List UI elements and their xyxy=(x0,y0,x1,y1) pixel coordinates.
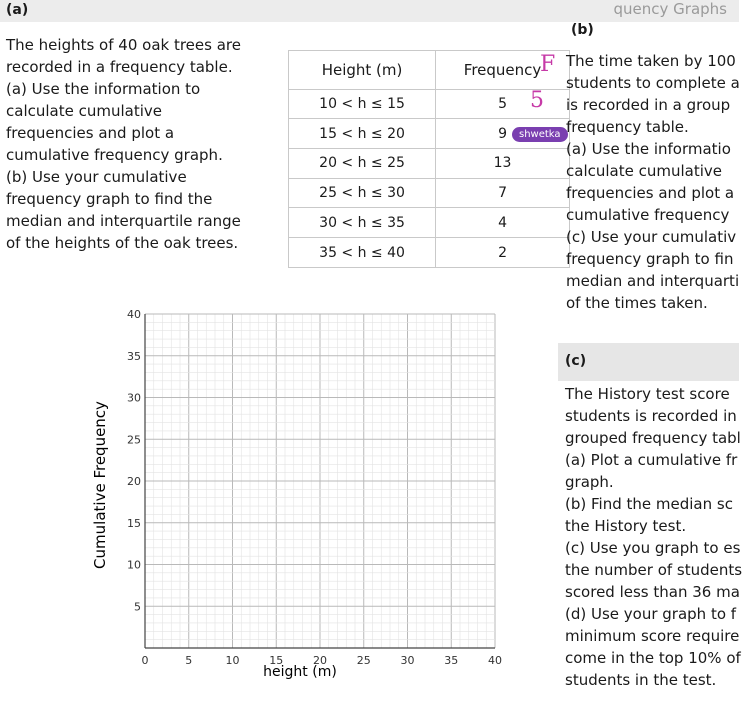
text-line: (d) Use your graph to f xyxy=(565,605,737,623)
handwritten-scribble: F xyxy=(540,52,556,77)
text-line: (a) Plot a cumulative fr xyxy=(565,451,738,469)
text-line: calculate cumulative xyxy=(566,162,722,180)
text-line: the History test. xyxy=(565,517,687,535)
height-cell: 35 < h ≤ 40 xyxy=(289,238,436,268)
text-line: of the heights of the oak trees. xyxy=(6,234,239,252)
part-b-label: (b) xyxy=(571,22,594,38)
part-c-label: (c) xyxy=(565,353,587,369)
text-line: scored less than 36 ma xyxy=(565,583,740,601)
part-a-label: (a) xyxy=(6,2,29,18)
frequency-table xyxy=(288,50,570,268)
height-cell: 10 < h ≤ 15 xyxy=(289,89,436,119)
part-a-text xyxy=(6,34,241,254)
text-line: median and interquartile range xyxy=(6,212,241,230)
text-line: (a) Use the informatio xyxy=(566,140,731,158)
height-cell: 20 < h ≤ 25 xyxy=(289,149,436,179)
text-line: grouped frequency tabl xyxy=(565,429,741,447)
handwritten-scribble: 5 xyxy=(530,88,544,113)
frequency-cell: 13 xyxy=(436,149,570,179)
annotation-tag[interactable]: shwetka xyxy=(512,127,568,142)
text-line: graph. xyxy=(565,473,614,491)
text-line: (a) Use the information to xyxy=(6,80,201,98)
frequency-cell: 2 xyxy=(436,238,570,268)
table-row xyxy=(289,149,570,179)
x-tick-label: 25 xyxy=(356,654,371,667)
text-line: cumulative frequency graph. xyxy=(6,146,223,164)
text-line: minimum score require xyxy=(565,627,740,645)
y-tick-label: 40 xyxy=(127,308,141,321)
page-title: quency Graphs xyxy=(613,0,727,18)
height-cell: 25 < h ≤ 30 xyxy=(289,178,436,208)
text-line: students in the test. xyxy=(565,671,717,689)
frequency-cell: 5 xyxy=(436,89,570,119)
y-tick-label: 25 xyxy=(127,433,141,447)
height-cell: 30 < h ≤ 35 xyxy=(289,208,436,238)
frequency-cell: 9 xyxy=(436,119,570,149)
text-line: The History test score xyxy=(565,385,730,403)
x-tick-label: 0 xyxy=(141,654,149,667)
graph-grid xyxy=(145,314,495,648)
table-row xyxy=(289,89,570,119)
part-c-text xyxy=(565,383,742,691)
text-line: (b) Use your cumulative xyxy=(6,168,187,186)
table-header-height: Height (m) xyxy=(289,51,436,90)
text-line: The heights of 40 oak trees are xyxy=(6,36,241,54)
text-line: come in the top 10% of xyxy=(565,649,741,667)
text-line: median and interquarti xyxy=(566,272,740,290)
text-line: cumulative frequency xyxy=(566,206,730,224)
graph-ticks xyxy=(127,308,502,667)
table-header-frequency: Frequency xyxy=(436,51,570,90)
x-tick-label: 30 xyxy=(400,654,415,667)
table-row xyxy=(289,208,570,238)
height-cell: 15 < h ≤ 20 xyxy=(289,119,436,149)
y-tick-label: 5 xyxy=(134,600,141,614)
y-tick-label: 15 xyxy=(127,516,141,530)
y-tick-label: 10 xyxy=(127,558,141,572)
x-tick-label: 35 xyxy=(444,654,459,667)
x-tick-label: 15 xyxy=(269,654,284,667)
frequency-cell: 7 xyxy=(436,178,570,208)
table-row xyxy=(289,178,570,208)
x-tick-label: 40 xyxy=(488,654,502,667)
text-line: students is recorded in xyxy=(565,407,737,425)
table-row xyxy=(289,238,570,268)
x-axis-label: height (m) xyxy=(263,664,337,680)
text-line: calculate cumulative xyxy=(6,102,162,120)
y-tick-label: 20 xyxy=(127,475,141,488)
text-line: (c) Use your cumulativ xyxy=(566,228,737,246)
text-line: recorded in a frequency table. xyxy=(6,58,233,76)
text-line: frequencies and plot a xyxy=(566,184,735,202)
cumulative-frequency-graph xyxy=(91,300,555,720)
text-line: of the times taken. xyxy=(566,294,708,312)
y-tick-label: 30 xyxy=(127,391,141,405)
text-line: frequencies and plot a xyxy=(6,124,175,142)
frequency-cell: 4 xyxy=(436,208,570,238)
part-b-text xyxy=(566,50,740,314)
text-line: the number of students xyxy=(565,561,742,579)
y-tick-label: 35 xyxy=(127,349,141,363)
x-tick-label: 5 xyxy=(185,654,193,667)
x-tick-label: 10 xyxy=(225,654,240,667)
text-line: is recorded in a group xyxy=(566,96,731,114)
y-axis-label: Cumulative Frequency xyxy=(91,401,109,569)
text-line: (b) Find the median sc xyxy=(565,495,733,513)
text-line: students to complete a xyxy=(566,74,740,92)
text-line: frequency graph to fin xyxy=(566,250,734,268)
text-line: frequency table. xyxy=(566,118,689,136)
text-line: frequency graph to find the xyxy=(6,190,213,208)
text-line: The time taken by 100 xyxy=(566,52,736,70)
text-line: (c) Use you graph to es xyxy=(565,539,741,557)
x-tick-label: 20 xyxy=(313,654,327,667)
